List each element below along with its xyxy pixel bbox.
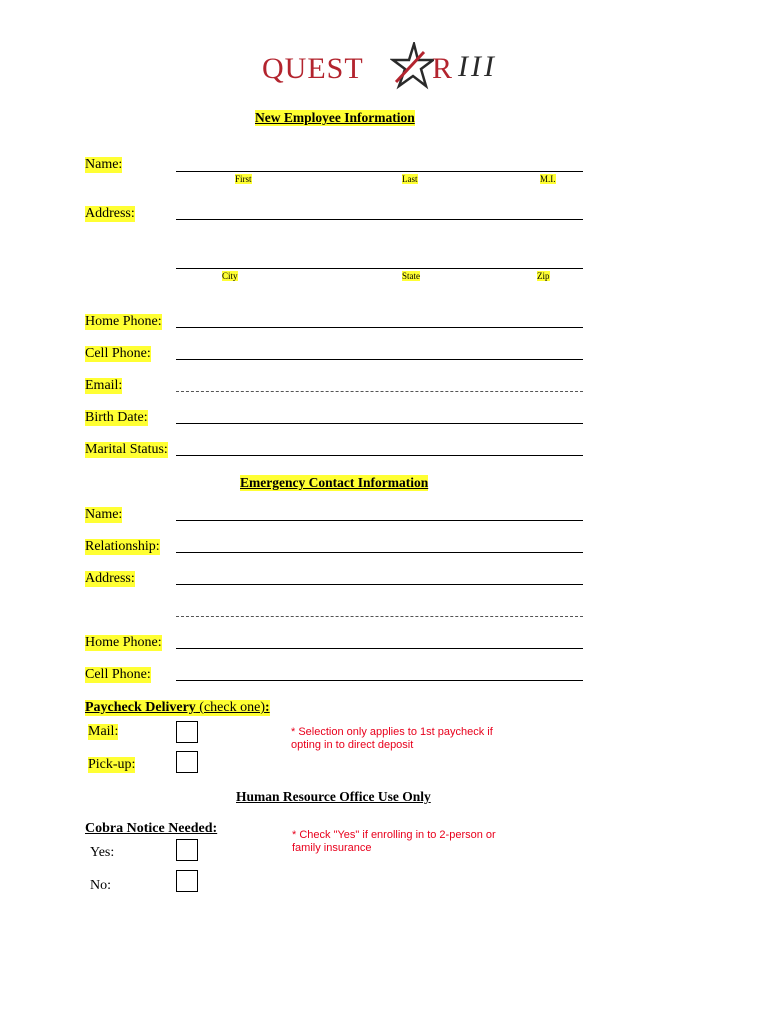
last-sublabel: Last bbox=[402, 174, 418, 184]
no-label: No: bbox=[90, 878, 111, 893]
cell-phone-field[interactable] bbox=[176, 359, 583, 360]
mail-checkbox[interactable] bbox=[176, 721, 198, 743]
emergency-address-field[interactable] bbox=[176, 584, 583, 585]
emergency-name-label: Name: bbox=[85, 507, 123, 522]
cobra-no-checkbox[interactable] bbox=[176, 870, 198, 892]
emergency-home-phone-label: Home Phone: bbox=[85, 635, 162, 650]
city-state-zip-field[interactable] bbox=[176, 268, 583, 269]
emergency-address-field-2[interactable] bbox=[176, 616, 583, 617]
emergency-title: Emergency Contact Information bbox=[240, 475, 429, 490]
logo-text-left: QUEST bbox=[262, 52, 364, 85]
star-icon bbox=[390, 42, 434, 90]
address-field[interactable] bbox=[176, 219, 583, 220]
cell-phone-label: Cell Phone: bbox=[85, 346, 151, 361]
home-phone-field[interactable] bbox=[176, 327, 583, 328]
relationship-label: Relationship: bbox=[85, 539, 160, 554]
name-field[interactable] bbox=[176, 171, 583, 172]
birth-date-label: Birth Date: bbox=[85, 410, 148, 425]
mail-label: Mail: bbox=[88, 724, 119, 739]
email-field[interactable] bbox=[176, 391, 583, 392]
emergency-cell-phone-field[interactable] bbox=[176, 680, 583, 681]
paycheck-title bbox=[85, 700, 270, 716]
hr-title: Human Resource Office Use Only bbox=[236, 789, 431, 804]
paycheck-title-rest: (check one) bbox=[195, 700, 265, 715]
cobra-note: * Check "Yes" if enrolling in to 2-person or family insurance bbox=[292, 829, 496, 854]
emergency-cell-phone-label: Cell Phone: bbox=[85, 667, 151, 682]
birth-date-field[interactable] bbox=[176, 423, 583, 424]
paycheck-note: * Selection only applies to 1st paycheck if opting in to direct deposit bbox=[291, 726, 493, 751]
mi-sublabel: M.I. bbox=[540, 174, 556, 184]
logo-text-suffix: III bbox=[458, 50, 497, 83]
name-label: Name: bbox=[85, 157, 123, 172]
state-sublabel: State bbox=[402, 271, 420, 281]
email-label: Email: bbox=[85, 378, 123, 393]
address-label: Address: bbox=[85, 206, 135, 221]
paycheck-title-colon: : bbox=[264, 700, 270, 715]
home-phone-label: Home Phone: bbox=[85, 314, 162, 329]
logo-text-right: R bbox=[432, 52, 454, 85]
page-title: New Employee Information bbox=[255, 110, 415, 125]
yes-label: Yes: bbox=[90, 845, 115, 860]
emergency-name-field[interactable] bbox=[176, 520, 583, 521]
marital-status-label: Marital Status: bbox=[85, 442, 168, 457]
cobra-yes-checkbox[interactable] bbox=[176, 839, 198, 861]
cobra-label: Cobra Notice Needed: bbox=[85, 821, 218, 836]
zip-sublabel: Zip bbox=[537, 271, 550, 281]
relationship-field[interactable] bbox=[176, 552, 583, 553]
first-sublabel: First bbox=[235, 174, 252, 184]
pickup-checkbox[interactable] bbox=[176, 751, 198, 773]
emergency-home-phone-field[interactable] bbox=[176, 648, 583, 649]
city-sublabel: City bbox=[222, 271, 238, 281]
paycheck-title-bold: Paycheck Delivery bbox=[85, 700, 196, 715]
marital-status-field[interactable] bbox=[176, 455, 583, 456]
emergency-address-label: Address: bbox=[85, 571, 135, 586]
company-logo bbox=[262, 46, 507, 90]
pickup-label: Pick-up: bbox=[88, 757, 136, 772]
